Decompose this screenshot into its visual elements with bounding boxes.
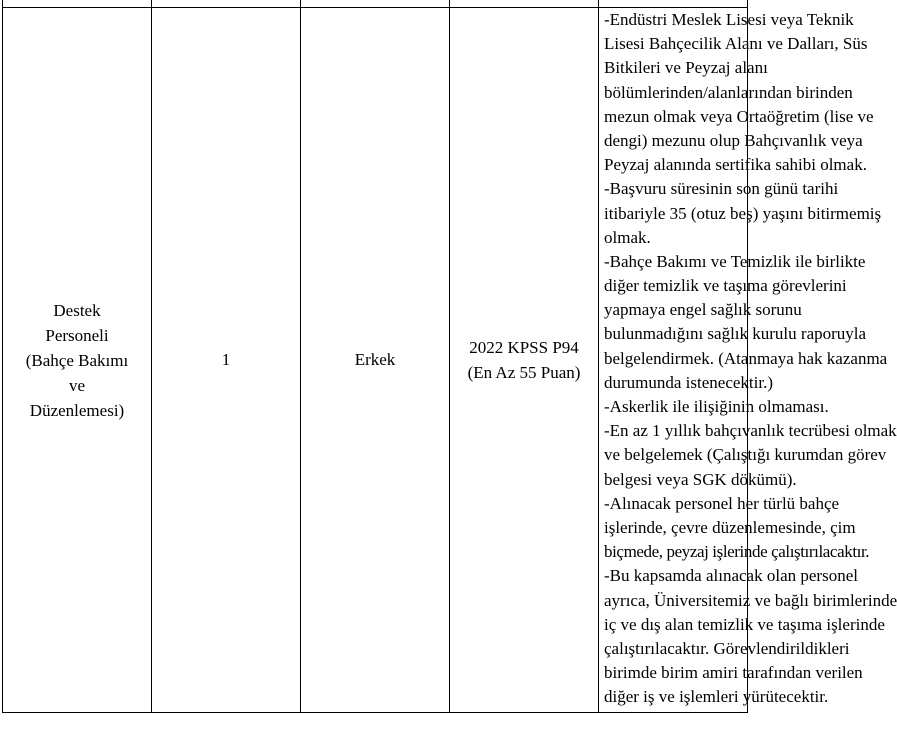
position-cell	[3, 8, 152, 713]
prev-cell-gender	[301, 0, 450, 8]
requirement-line: -En az 1 yıllık bahçıvanlık tecrübesi olmak	[604, 421, 897, 441]
requirement-line: Peyzaj alanında sertifika sahibi olmak.	[604, 155, 867, 175]
requirement-line: işlerinde, çevre düzenlemesinde, çim	[604, 517, 856, 537]
requirement-line: -Bahçe Bakımı ve Temizlik ile birlikte	[604, 251, 866, 271]
position-line: ve	[68, 375, 86, 395]
requirement-line: iç ve dış alan temizlik ve taşıma işlerinde	[604, 614, 885, 634]
prev-cell-position	[3, 0, 152, 8]
requirement-line: Bitkileri ve Peyzaj alanı	[604, 58, 768, 78]
kpss-line: (En Az 55 Puan)	[467, 363, 581, 383]
requirement-line: bulunmadığını sağlık kurulu raporuyla	[604, 324, 867, 344]
prev-cell-requirements	[599, 0, 748, 8]
requirement-line: itibariyle 35 (otuz beş) yaşını bitirmemiş	[604, 203, 882, 223]
requirement-line: -Başvuru süresinin son günü tarihi	[604, 179, 839, 199]
requirement-line: -Alınacak personel her türlü bahçe	[604, 493, 840, 513]
requirement-line: -Bu kapsamda alınacak olan personel	[604, 566, 858, 586]
requirements-list	[599, 8, 897, 712]
requirement-line: olmak.	[604, 227, 651, 247]
requirement-line: yapmaya engel sağlık sorunu	[604, 300, 802, 320]
requirement-line: mezun olmak veya Ortaöğretim (lise ve	[604, 106, 874, 126]
requirement-line: durumunda istenecektir.)	[604, 372, 774, 392]
requirement-line: diğer temizlik ve taşıma görevlerini	[604, 276, 847, 296]
position-line: (Bahçe Bakımı	[25, 350, 129, 370]
requirements-table	[2, 0, 897, 713]
kpss-line: 2022 KPSS P94	[469, 338, 579, 358]
requirement-line: belgelendirmek. (Atanmaya hak kazanma	[604, 348, 888, 368]
requirement-line: biçmede, peyzaj işlerinde çalıştırılacaktır.	[604, 542, 870, 562]
position-line: Destek	[53, 300, 101, 320]
gender-cell: Erkek	[301, 8, 450, 713]
previous-row-remnant	[3, 0, 748, 8]
requirements-cell	[599, 8, 897, 713]
prev-cell-kpss	[450, 0, 599, 8]
kpss-cell	[450, 8, 599, 713]
position-line: Düzenlemesi)	[29, 400, 125, 420]
count-cell: 1	[152, 8, 301, 713]
requirement-line: ayrıca, Üniversitemiz ve bağlı birimlerinde	[604, 590, 897, 610]
requirement-line: belgesi veya SGK dökümü).	[604, 469, 797, 489]
requirement-line: bölümlerinden/alanlarından birinden	[604, 82, 853, 102]
requirement-line: -Endüstri Meslek Lisesi veya Teknik	[604, 10, 854, 29]
requirement-line: -Askerlik ile ilişiğinin olmaması.	[604, 397, 829, 416]
requirement-line: dengi) mezunu olup Bahçıvanlık veya	[604, 130, 863, 150]
prev-cell-count	[152, 0, 301, 8]
requirement-line: diğer iş ve işlemleri yürütecektir.	[604, 687, 829, 707]
requirement-line: ve belgelemek (Çalıştığı kurumdan görev	[604, 445, 887, 465]
requirement-line: çalıştırılacaktır. Görevlendirildikleri	[604, 638, 850, 658]
table-row	[3, 8, 748, 713]
position-line: Personeli	[45, 325, 109, 345]
requirement-line: Lisesi Bahçecilik Alanı ve Dalları, Süs	[604, 34, 868, 54]
requirement-line: birimde birim amiri tarafından verilen	[604, 663, 863, 683]
